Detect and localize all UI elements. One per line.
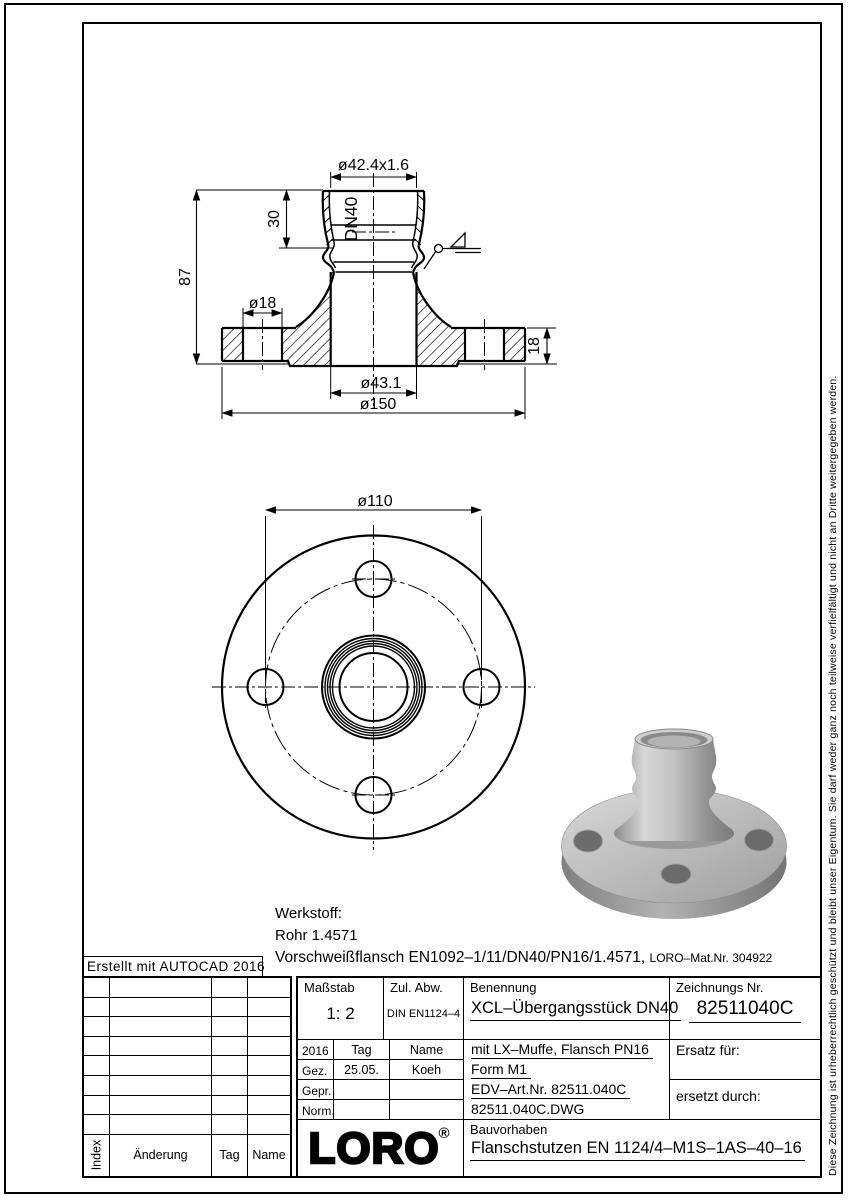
title-block [296, 976, 822, 1178]
weld-symbol [424, 233, 481, 269]
material-heading: Werkstoff: [275, 905, 342, 922]
plan-view [212, 510, 535, 850]
ersatz-fuer-label: Ersatz für: [676, 1042, 740, 1058]
desc-line-1: mit LX–Muffe, Flansch PN16 [471, 1040, 653, 1059]
dim-bolt-circle: ø110 [357, 493, 393, 510]
bolt-hole-3d [745, 829, 774, 851]
ersetzt-durch-cell [670, 1080, 820, 1120]
desc-line-3: EDV–Art.Nr. 82511.040C [471, 1080, 630, 1099]
product-3d-render [562, 729, 787, 919]
revision-index-header: Index [89, 1140, 104, 1171]
norm-label: Norm. [302, 1103, 335, 1118]
bolt-hole-3d [661, 864, 691, 884]
material-pipe: Rohr 1.4571 [275, 927, 358, 944]
dim-overall-height: 87 [177, 268, 194, 286]
section-dimension-labels [177, 157, 543, 413]
name-header: Name [409, 1042, 444, 1057]
loro-logo-text: LORO [308, 1124, 440, 1173]
tag-header: Tag [351, 1042, 372, 1057]
dim-flange-thickness: 18 [526, 337, 543, 355]
masstab-cell [298, 978, 384, 1040]
zul-abw-label: Zul. Abw. [390, 980, 443, 995]
revision-table [82, 976, 292, 1178]
socket-3d [614, 739, 734, 841]
year-header: 2016 [302, 1043, 329, 1058]
benennung-label: Benennung [470, 980, 537, 995]
gez-name: Koeh [411, 1062, 442, 1077]
revision-tag-header: Tag [212, 1135, 248, 1176]
registered-mark: ® [438, 1125, 450, 1142]
loro-logo [298, 1120, 464, 1176]
loro-mat-nr: LORO–Mat.Nr. 304922 [649, 951, 773, 965]
benennung-value: XCL–Übergangsstück DN40 [470, 999, 681, 1021]
dim-bolt-hole: ø18 [248, 295, 277, 312]
gez-label: Gez. [302, 1063, 328, 1078]
bauvorhaben-value: Flanschstutzen EN 1124/4–M1S–1AS–40–16 [470, 1139, 805, 1161]
flange-spec-text: Vorschweißflansch EN1092–1/11/DN40/PN16/1.4571, [275, 949, 646, 966]
material-block [275, 903, 772, 969]
zeichnungs-value: 82511040C [689, 998, 802, 1023]
bauvorhaben-label: Bauvorhaben [470, 1122, 548, 1137]
bauvorhaben-cell [464, 1120, 820, 1176]
ersatz-fuer-cell [670, 1040, 820, 1080]
logo-cell [298, 1120, 464, 1176]
zul-abw-value: DIN EN1124–4 [386, 1008, 461, 1020]
revision-name-header: Name [252, 1148, 286, 1163]
zeichnungs-nr-cell [670, 978, 820, 1040]
ersetzt-durch-label: ersetzt durch: [676, 1088, 761, 1104]
dim-bore: ø43.1 [360, 375, 402, 392]
zul-abw-cell [384, 978, 464, 1040]
material-flange-spec [275, 947, 772, 969]
dim-pipe-od: ø42.4x1.6 [337, 157, 410, 174]
dim-flange-od: ø150 [359, 396, 397, 413]
gepr-label: Gepr. [302, 1083, 332, 1098]
masstab-value: 1: 2 [326, 1004, 355, 1023]
gez-date: 25.05. [344, 1062, 379, 1077]
benennung-cell [464, 978, 679, 1040]
description-cell [464, 1040, 670, 1120]
copyright-note: Diese Zeichnung ist urheberrechtlich geschützt und bleibt unser Eigentum. Sie darf weder ganz noch teilweise verfielfältigt und nicht an Dritte weitergegeben werden. [827, 375, 839, 1176]
dim-nominal-size: DN40 [341, 196, 361, 242]
revision-aenderung-header: Änderung [110, 1135, 212, 1176]
masstab-label: Maßstab [304, 980, 355, 995]
desc-line-4: 82511.040C.DWG [471, 1101, 585, 1117]
zeichnungs-label: Zeichnungs Nr. [676, 980, 764, 995]
created-with-note: Erstellt mit AUTOCAD 2016 [82, 956, 263, 976]
bolt-hole-3d [574, 830, 603, 852]
desc-line-2: Form M1 [471, 1060, 531, 1079]
dim-socket-depth: 30 [266, 210, 283, 228]
